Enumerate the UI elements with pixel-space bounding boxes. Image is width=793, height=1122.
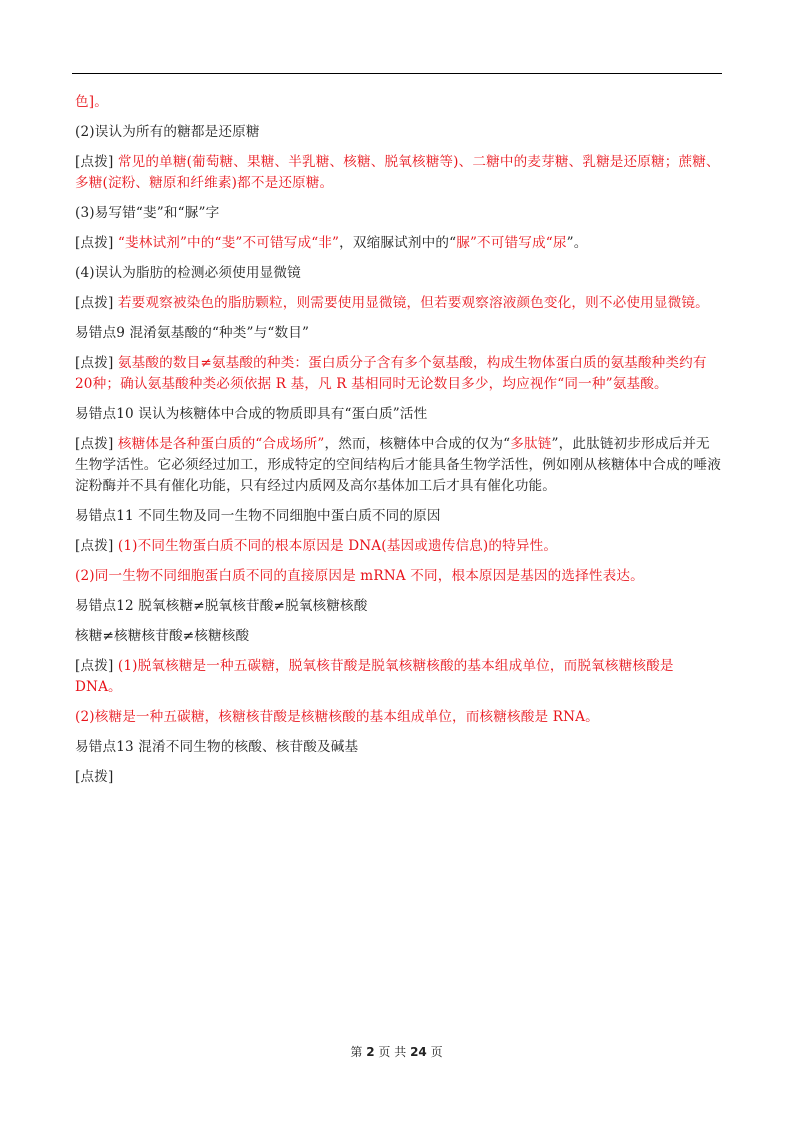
body-text: (4)误认为脂肪的检测必须使用显微镜 <box>75 265 301 281</box>
body-text: 易错点12 脱氧核糖≠脱氧核苷酸≠脱氧核糖核酸 <box>75 598 368 614</box>
body-text: [点拨] <box>75 436 118 452</box>
body-text: 易错点13 混淆不同生物的核酸、核苷酸及碱基 <box>75 739 359 755</box>
paragraph <box>75 626 723 647</box>
answer-text: 氨基酸的数目≠氨基酸的种类：蛋白质分子含有多个氨基酸，构成生物体蛋白质的氨基酸种类约有20种；确认氨基酸种类必须依据 R 基，凡 R 基相同时无论数目多少，均应视作“同一种”氨基酸。 <box>75 355 707 392</box>
body-text: [点拨] <box>75 538 118 554</box>
answer-text: 脲”不可错写成“尿 <box>456 235 567 251</box>
paragraph <box>75 767 723 788</box>
page-footer <box>0 1043 793 1060</box>
body-text: [点拨] <box>75 154 118 170</box>
body-text: [点拨] <box>75 769 114 785</box>
paragraph <box>75 506 723 527</box>
body-text: 易错点11 不同生物及同一生物不同细胞中蛋白质不同的原因 <box>75 508 441 524</box>
paragraph <box>75 596 723 617</box>
answer-text: 核糖体是各种蛋白质的“合成场所” <box>117 436 325 452</box>
body-text: ，然而，核糖体中合成的仅为“ <box>324 436 511 452</box>
paragraph <box>75 353 723 395</box>
answer-text: (2)同一生物不同细胞蛋白质不同的直接原因是 mRNA 不同，根本原因是基因的选择性表达。 <box>75 568 644 584</box>
footer-prefix: 第 <box>350 1045 363 1059</box>
paragraph <box>75 707 723 728</box>
paragraph <box>75 323 723 344</box>
paragraph <box>75 656 723 698</box>
footer-middle: 页 共 <box>378 1045 407 1059</box>
body-text: [点拨] <box>75 355 118 371</box>
paragraph <box>75 263 723 284</box>
paragraph <box>75 404 723 425</box>
document-body <box>75 92 723 797</box>
body-text: ”。 <box>566 235 588 251</box>
body-text: 易错点10 误认为核糖体中合成的物质即具有“蛋白质”活性 <box>75 406 428 422</box>
paragraph <box>75 233 723 254</box>
body-text: (3)易写错“斐”和“脲”字 <box>75 205 220 221</box>
answer-text: 常见的单糖(葡萄糖、果糖、半乳糖、核糖、脱氧核糖等)、二糖中的麦芽糖、乳糖是还原糖；蔗糖、多糖(淀粉、糖原和纤维素)都不是还原糖。 <box>75 154 720 191</box>
paragraph <box>75 434 723 497</box>
footer-page-number: 2 <box>366 1045 375 1059</box>
answer-text: (1)不同生物蛋白质不同的根本原因是 DNA(基因或遗传信息)的特异性。 <box>117 538 558 554</box>
answer-text: 若要观察被染色的脂肪颗粒，则需要使用显微镜，但若要观察溶液颜色变化，则不必使用显微镜。 <box>117 295 709 311</box>
footer-suffix: 页 <box>430 1045 443 1059</box>
paragraph <box>75 122 723 143</box>
paragraph <box>75 293 723 314</box>
paragraph <box>75 536 723 557</box>
body-text: 易错点9 混淆氨基酸的“种类”与“数目” <box>75 325 310 341</box>
answer-text: (1)脱氧核糖是一种五碳糖，脱氧核苷酸是脱氧核糖核酸的基本组成单位，而脱氧核糖核酸是 DNA。 <box>75 658 674 695</box>
paragraph <box>75 566 723 587</box>
paragraph <box>75 203 723 224</box>
paragraph <box>75 737 723 758</box>
footer-total-pages: 24 <box>410 1045 427 1059</box>
answer-text: 多肽链 <box>510 436 552 452</box>
body-text: [点拨] <box>75 235 118 251</box>
body-text: 核糖≠核糖核苷酸≠核糖核酸 <box>75 628 250 644</box>
paragraph <box>75 152 723 194</box>
body-text: [点拨] <box>75 658 118 674</box>
body-text: [点拨] <box>75 295 118 311</box>
body-text: (2)误认为所有的糖都是还原糖 <box>75 124 260 140</box>
body-text: ，双缩脲试剂中的“ <box>339 235 457 251</box>
header-rule <box>72 73 722 74</box>
answer-text: “斐林试剂”中的“斐”不可错写成“非” <box>117 235 340 251</box>
paragraph <box>75 92 723 113</box>
answer-text: 色]。 <box>75 94 108 110</box>
body-text: ”，此肽链初步形成后并无生物学活性。它必须经过加工，形成特定的空间结构后才能具备生物学活性，例如刚从核糖体中合成的唾液淀粉酶并不具有催化功能，只有经过内质网及高尔基体加工后才具有催化功能。 <box>75 436 721 494</box>
answer-text: (2)核糖是一种五碳糖，核糖核苷酸是核糖核酸的基本组成单位，而核糖核酸是 RNA。 <box>75 709 599 725</box>
